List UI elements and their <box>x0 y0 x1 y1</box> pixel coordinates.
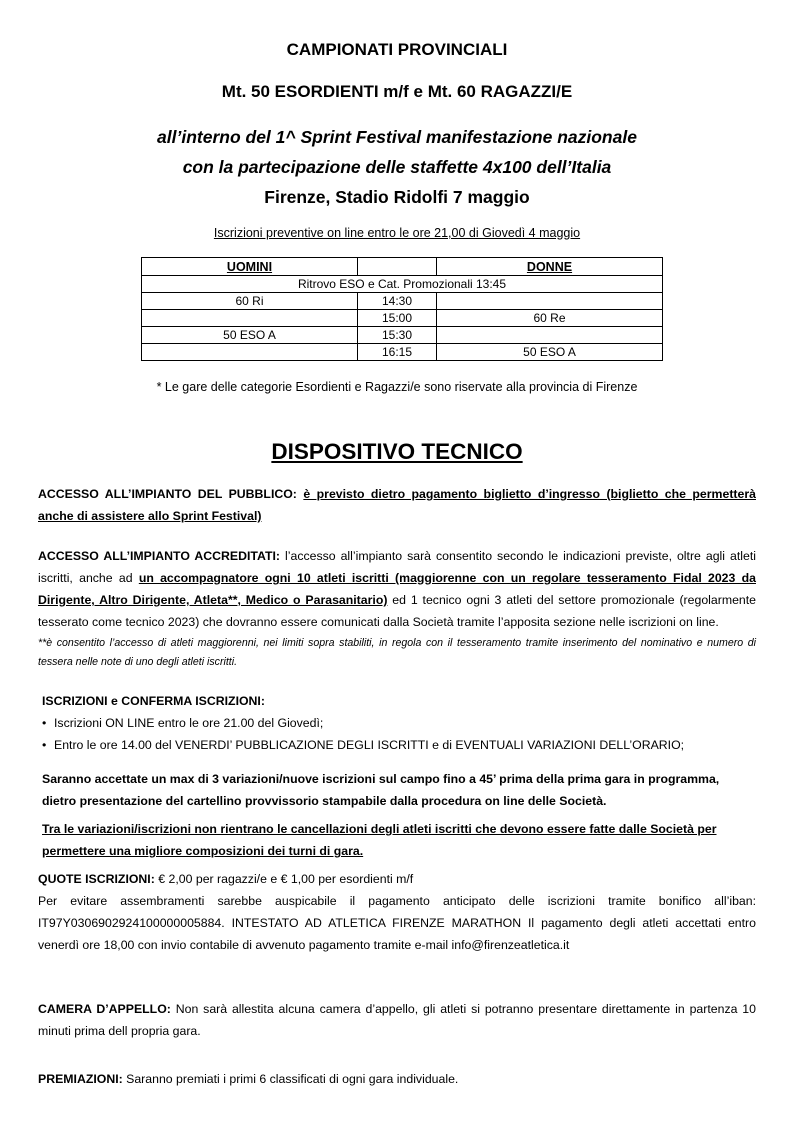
cell-uomini: 50 ESO A <box>142 327 358 344</box>
list-item <box>42 734 756 756</box>
cell-donne: 60 Re <box>437 310 663 327</box>
bullet-icon: • <box>42 738 47 752</box>
schedule-table <box>141 257 663 361</box>
accesso-pubblico-text: è previsto dietro pagamento biglietto d’ingresso (biglietto che permetterà anche di assistere allo Sprint Festival) <box>38 487 756 523</box>
list-item <box>42 712 756 734</box>
cell-uomini <box>142 344 358 361</box>
accesso-accreditati-paragraph <box>38 545 756 633</box>
bullet-text: Entro le ore 14.00 del VENERDI’ PUBBLICAZIONE DEGLI ISCRITTI e di EVENTUALI VARIAZIONI DELL’ORARIO; <box>54 738 685 752</box>
accesso-pubblico-label: ACCESSO ALL’IMPIANTO DEL PUBBLICO: <box>38 487 297 501</box>
quote-label: QUOTE ISCRIZIONI: <box>38 872 155 886</box>
cell-time: 15:00 <box>358 310 437 327</box>
registration-deadline: Iscrizioni preventive on line entro le ore 21,00 di Giovedì 4 maggio <box>213 226 581 240</box>
ritrovo-cell: Ritrovo ESO e Cat. Promozionali 13:45 <box>142 276 663 293</box>
accesso-accreditati-text2: ed 1 tecnico ogni 3 atleti del settore promozionale (regolarmente tesserato come tecnico 2023) che dovranno essere comunicati dalla Società tramite l’apposita sezione nelle iscrizioni on line. <box>38 593 757 629</box>
iscrizioni-bullet-list <box>42 712 756 756</box>
staffette-line: con la partecipazione delle staffette 4x100 dell’Italia <box>182 157 612 177</box>
cancellazioni-paragraph: Tra le variazioni/iscrizioni non rientrano le cancellazioni degli atleti iscritti che devono essere fatte dalle Società per permettere una migliore composizioni dei turni di gara. <box>42 822 717 858</box>
header-cell-donne: DONNE <box>437 258 663 276</box>
quote-payment-paragraph: Per evitare assembramenti sarebbe auspicabile il pagamento anticipato delle iscrizioni tramite bonifico all’iban: IT97Y0306902924100000005884. INTESTATO AD ATLETICA FIRENZE MARATHON Il pagamento degli atleti accettati entro venerdì ore 18,00 con invio contabile di avvenuto pagamento tramite e-mail info@firenzeatletica.it <box>38 894 756 952</box>
accesso-accreditati-text1: l’accesso all’impianto sarà consentito secondo le indicazioni previste, oltre agli atleti iscritti, anche ad <box>38 549 756 585</box>
iscrizioni-heading: ISCRIZIONI e CONFERMA ISCRIZIONI: <box>42 694 265 708</box>
event-subtitle-block <box>38 122 756 212</box>
quote-amounts: € 2,00 per ragazzi/e e € 1,00 per esordienti m/f <box>158 872 414 886</box>
cell-uomini <box>142 310 358 327</box>
bullet-text: Iscrizioni ON LINE entro le ore 21.00 del Giovedì; <box>54 716 324 730</box>
variazioni-paragraph: Saranno accettate un max di 3 variazioni/nuove iscrizioni sul campo fino a 45’ prima della prima gara in programma, dietro presentazione del cartellino provvissorio stampabile dalla procedura on line delle Società. <box>42 772 720 808</box>
camera-appello-paragraph <box>38 998 756 1042</box>
table-row <box>142 293 663 310</box>
header-cell-time <box>358 258 437 276</box>
camera-appello-label: CAMERA D’APPELLO: <box>38 1002 171 1016</box>
header-cell-uomini: UOMINI <box>142 258 358 276</box>
accreditati-footnote: **è consentito l’accesso di atleti maggiorenni, nei limiti sopra stabiliti, in regola con il tesseramento tramite inserimento del nominativo e numero di tessera nelle note di uno degli atleti iscritti. <box>38 637 756 668</box>
quote-section <box>38 868 756 956</box>
premiazioni-label: PREMIAZIONI: <box>38 1072 123 1086</box>
cell-time: 15:30 <box>358 327 437 344</box>
table-row <box>142 327 663 344</box>
quote-line <box>38 868 756 890</box>
cell-donne <box>437 293 663 310</box>
cell-time: 16:15 <box>358 344 437 361</box>
table-merged-row <box>142 276 663 293</box>
bullet-icon: • <box>42 716 47 730</box>
cell-uomini: 60 Ri <box>142 293 358 310</box>
accesso-accreditati-underlined: un accompagnatore ogni 10 atleti iscritti (maggiorenne con un regolare tesseramento Fidal 2023 da Dirigente, Altro Dirigente, Atleta**, Medico o Parasanitario) <box>38 571 756 607</box>
cell-time: 14:30 <box>358 293 437 310</box>
table-header-row <box>142 258 663 276</box>
dispositivo-tecnico-heading: DISPOSITIVO TECNICO <box>271 439 523 464</box>
table-row <box>142 310 663 327</box>
page-title: CAMPIONATI PROVINCIALI <box>286 40 508 59</box>
camera-appello-text: Non sarà allestita alcuna camera d’appello, gli atleti si potranno presentare direttamente in partenza 10 minuti prima dell propria gara. <box>38 1002 756 1038</box>
table-row <box>142 344 663 361</box>
iscrizioni-section <box>38 690 756 756</box>
premiazioni-text: Saranno premiati i primi 6 classificati di ogni gara individuale. <box>126 1072 459 1086</box>
cell-donne <box>437 327 663 344</box>
premiazioni-paragraph <box>38 1068 756 1090</box>
page-subtitle-events: Mt. 50 ESORDIENTI m/f e Mt. 60 RAGAZZI/E <box>221 82 573 101</box>
accesso-accreditati-label: ACCESSO ALL’IMPIANTO ACCREDITATI: <box>38 549 281 563</box>
cell-donne: 50 ESO A <box>437 344 663 361</box>
sprint-festival-line: all’interno del 1^ Sprint Festival manifestazione nazionale <box>157 127 637 147</box>
table-footnote: * Le gare delle categorie Esordienti e Ragazzi/e sono riservate alla provincia di Firenze <box>156 380 638 394</box>
accesso-pubblico-paragraph <box>38 483 756 527</box>
event-location: Firenze, Stadio Ridolfi 7 maggio <box>264 187 530 207</box>
